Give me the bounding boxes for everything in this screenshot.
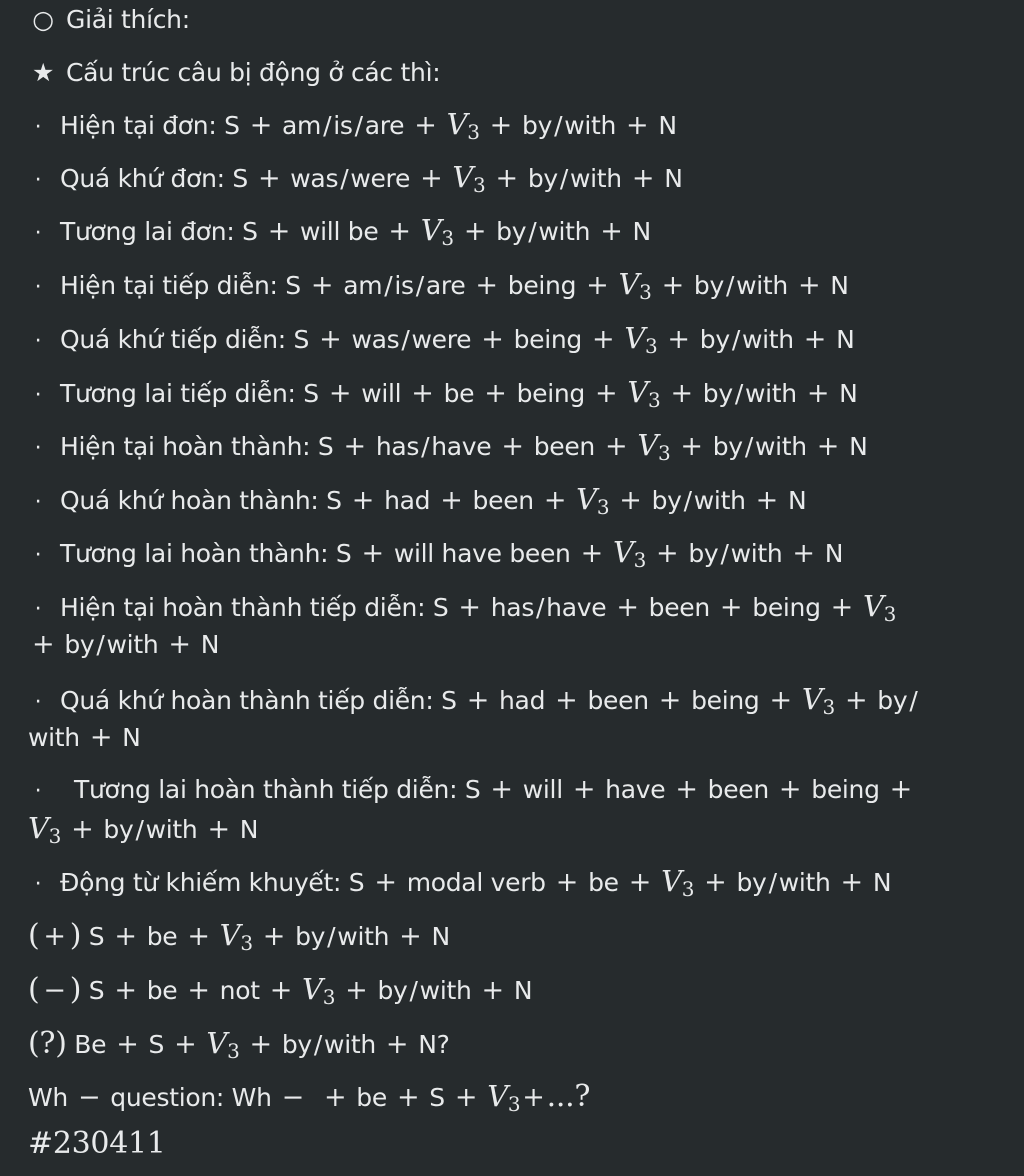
tense-row-past-perfect: · Quá khứ hoàn thành: S + had + been + $V_3$ + by/with + N [28, 482, 806, 520]
dot-bullet-icon: · [34, 275, 42, 300]
v3-symbol: $V_3$ [302, 972, 336, 1009]
v3-symbol: $V_3$ [637, 428, 671, 465]
dot-bullet-icon: · [34, 383, 42, 408]
dot-bullet-icon: · [34, 543, 42, 568]
tense-row-modal-verb: · Động từ khiếm khuyết: S + modal verb + be + $V_3$ + by/with + N [28, 864, 891, 902]
tense-row-present-continuous: · Hiện tại tiếp diễn: S + am/is/are + being + $V_3$ + by/with + N [28, 267, 849, 305]
dot-bullet-icon: · [34, 490, 42, 515]
tense-row-future-simple: · Tương lai đơn: S + will be + $V_3$ + by/with + N [28, 213, 651, 251]
v3-symbol: $V_3$ [618, 267, 652, 304]
tense-row-past-perfect-continuous: · Quá khứ hoàn thành tiếp diễn: S + had + been + being + $V_3 + by/$ [28, 682, 919, 720]
negative-form: ( − ) S + be + not + $V_3$ + by/with + N [28, 972, 533, 1009]
tense-row-past-continuous: · Quá khứ tiếp diễn: S + was/were + being + $V_3$ + by/with + N [28, 321, 855, 359]
tense-row-future-perfect: · Tương lai hoàn thành: S + will have been + $V_3$ + by/with + N [28, 535, 843, 573]
v3-symbol: $V_3$ [661, 864, 695, 901]
dot-bullet-icon: · [34, 436, 42, 461]
v3-symbol: $V_3$ [206, 1026, 240, 1063]
tense-row-present-perfect: · Hiện tại hoàn thành: S + has/have + been + $V_3$ + by/with + N [28, 428, 868, 466]
v3-symbol: $V_3$ [624, 321, 658, 358]
v3-symbol: $V_3$ [219, 918, 253, 955]
v3-symbol: $V_3$ [627, 375, 661, 412]
dot-bullet-icon: · [34, 221, 42, 246]
v3-symbol: $V_3$ [446, 107, 480, 144]
tense-row-past-perfect-continuous-cont: with + N [28, 722, 141, 753]
tense-row-past-simple: · Quá khứ đơn: S + was/were + $V_3$ + by/with + N [28, 160, 683, 198]
v3-symbol: $V_3$ [420, 213, 454, 250]
dot-bullet-icon: · [34, 597, 42, 622]
v3-symbol: $V_3$ [612, 535, 647, 572]
tense-row-future-perfect-continuous: · Tương lai hoàn thành tiếp diễn: S + will + have + been + being + [28, 773, 922, 809]
wh-question-form: Wh − question: Wh − + be + $S + V_3+$...? [28, 1079, 591, 1116]
v3-symbol: $V_3$ [576, 482, 610, 519]
v3-symbol: $V_3$ [487, 1079, 521, 1116]
tense-row-future-continuous: · Tương lai tiếp diễn: S + will + be + being + $V_3$ + by/with + N [28, 375, 858, 413]
v3-symbol: $V_3$ [801, 682, 835, 719]
tense-row-present-simple: · Hiện tại đơn: $S + am/is/are + V_3$ + by/with + N [28, 107, 677, 145]
tense-row-present-perfect-continuous: · Hiện tại hoàn thành tiếp diễn: S + has/have + been + being + $V_3$ [28, 589, 896, 627]
explanation-label: Giải thích: [66, 5, 190, 34]
v3-symbol: $V_3$ [863, 589, 897, 626]
dot-bullet-icon: · [34, 872, 42, 897]
dot-bullet-icon: · [34, 690, 42, 715]
circle-bullet-icon: ○ [32, 5, 54, 34]
dot-bullet-icon: · [34, 115, 42, 140]
star-icon: ★ [31, 58, 55, 87]
dot-bullet-icon: · [34, 168, 42, 193]
tense-row-future-perfect-continuous-cont: $V_3$ + by/with + N [28, 811, 259, 848]
v3-symbol: $V_3$ [28, 811, 62, 848]
affirmative-form: ( + ) S + be + $V_3$ + by/with + N [28, 918, 450, 955]
dot-bullet-icon: · [34, 329, 42, 354]
structure-label: Cấu trúc câu bị động ở các thì: [66, 58, 441, 87]
tense-row-present-perfect-continuous-cont: + by/with + N [32, 629, 220, 660]
hashtag-label: #230411 [28, 1126, 166, 1161]
structure-heading [28, 56, 440, 90]
dot-bullet-icon: · [34, 779, 42, 804]
question-form: (?) $Be + S + V_3$ + by/with + N? [28, 1026, 450, 1063]
v3-symbol: $V_3$ [452, 160, 486, 197]
explanation-heading [28, 3, 190, 37]
